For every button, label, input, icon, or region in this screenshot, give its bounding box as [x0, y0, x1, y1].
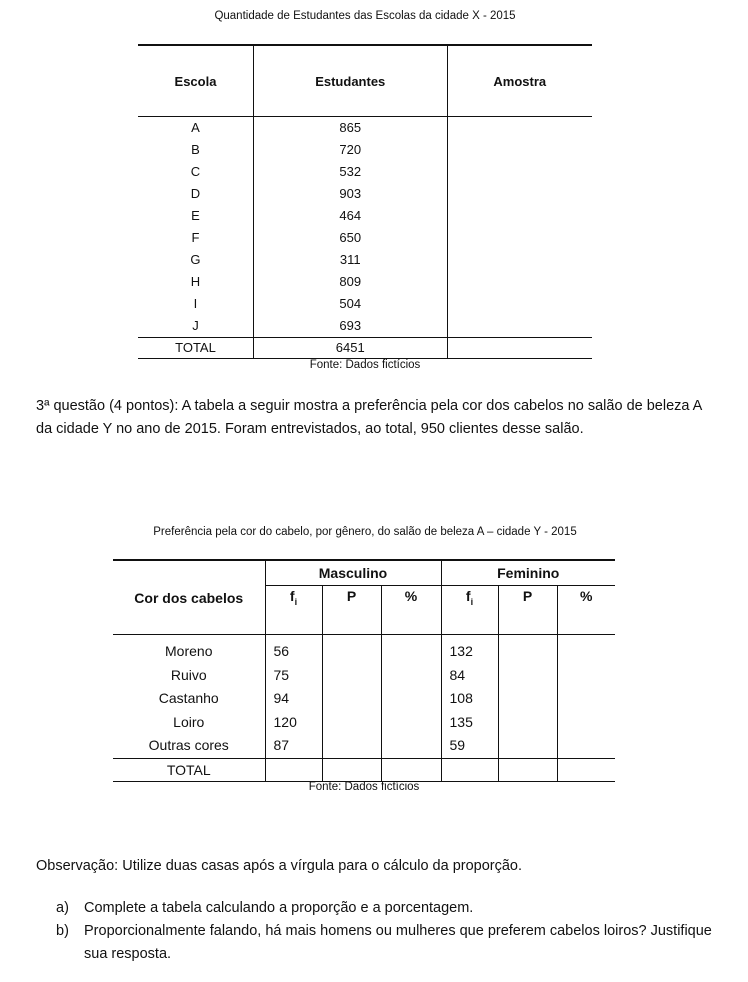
table-row — [138, 271, 592, 293]
header-f-pct: % — [557, 586, 615, 635]
cell-f-p — [498, 635, 557, 664]
total-cell — [381, 758, 441, 781]
cell-hair-color: Loiro — [173, 713, 205, 730]
cell-f-pct — [557, 687, 615, 711]
cell-escola: I — [193, 296, 198, 311]
table-row — [138, 139, 592, 161]
table2-source: Fonte: Dados fictícios — [308, 781, 420, 793]
observation-text: Observação: Utilize duas casas após a vírgula para o cálculo da proporção. — [36, 858, 523, 874]
cell-m-p — [322, 687, 381, 711]
cell-amostra — [447, 139, 592, 161]
cell-amostra — [447, 205, 592, 227]
cell-f-fi: 132 — [441, 635, 498, 664]
cell-f-p — [498, 734, 557, 758]
cell-f-fi: 84 — [441, 664, 498, 688]
item-text: Proporcionalmente falando, há mais homens ou mulheres que preferem cabelos loiros? Justifique sua resposta. — [84, 923, 712, 962]
cell-f-p — [498, 711, 557, 735]
cell-estudantes: 720 — [253, 139, 447, 161]
header-escola: Escola — [138, 45, 253, 117]
cell-escola: F — [191, 230, 200, 245]
table-row — [138, 249, 592, 271]
cell-f-pct — [557, 635, 615, 664]
cell-estudantes: 693 — [253, 315, 447, 338]
cell-amostra — [447, 293, 592, 315]
item-marker: a) — [56, 900, 69, 916]
cell-amostra — [447, 183, 592, 205]
header-cor-dos-cabelos: Cor dos cabelos — [113, 560, 265, 635]
cell-escola: B — [191, 142, 200, 157]
students-table — [138, 44, 592, 359]
header-f-p: P — [498, 586, 557, 635]
total-cell — [322, 758, 381, 781]
total-cell: 6451 — [253, 338, 447, 359]
header-m-pct: % — [381, 586, 441, 635]
cell-escola: D — [190, 186, 201, 201]
cell-amostra — [447, 249, 592, 271]
cell-f-p — [498, 687, 557, 711]
table1-source: Fonte: Dados fictícios — [309, 359, 421, 371]
header-amostra: Amostra — [447, 45, 592, 117]
question-items — [56, 897, 716, 966]
total-cell — [265, 758, 322, 781]
total-cell — [557, 758, 615, 781]
cell-m-p — [322, 635, 381, 664]
table-row — [113, 734, 615, 758]
cell-m-p — [322, 711, 381, 735]
cell-m-p — [322, 734, 381, 758]
cell-m-fi: 94 — [265, 687, 322, 711]
cell-estudantes: 504 — [253, 293, 447, 315]
table-row — [113, 711, 615, 735]
cell-f-p — [498, 664, 557, 688]
header-estudantes: Estudantes — [253, 45, 447, 117]
cell-hair-color: Outras cores — [148, 737, 229, 753]
cell-m-pct — [381, 734, 441, 758]
cell-f-pct — [557, 734, 615, 758]
cell-m-fi: 120 — [265, 711, 322, 735]
table-row — [113, 635, 615, 664]
table-row — [138, 205, 592, 227]
header-feminino: Feminino — [441, 560, 615, 586]
cell-m-fi: 87 — [265, 734, 322, 758]
total-row — [138, 338, 592, 359]
cell-hair-color: Moreno — [165, 643, 213, 659]
cell-hair-color: Ruivo — [170, 666, 207, 683]
table-row — [138, 293, 592, 315]
item-b — [56, 920, 716, 966]
cell-amostra — [447, 271, 592, 293]
cell-estudantes: 532 — [253, 161, 447, 183]
cell-m-fi: 56 — [265, 635, 322, 664]
cell-amostra — [447, 315, 592, 338]
cell-escola: J — [192, 318, 199, 333]
cell-m-pct — [381, 635, 441, 664]
total-cell — [441, 758, 498, 781]
total-row — [113, 758, 615, 781]
header-masculino: Masculino — [265, 560, 441, 586]
table2-title: Preferência pela cor do cabelo, por gênero, do salão de beleza A – cidade Y - 2015 — [153, 526, 577, 538]
header-f-fi: $f_i$ — [441, 586, 498, 635]
question-3-text: 3ª questão (4 pontos): A tabela a seguir mostra a preferência pela cor dos cabelos no salão de beleza A da cidade Y no ano de 2015. Foram entrevistados, ao total, 950 clientes desse salão. — [36, 398, 702, 437]
table-row — [138, 117, 592, 140]
table-row — [113, 687, 615, 711]
cell-m-p — [322, 664, 381, 688]
cell-estudantes: 809 — [253, 271, 447, 293]
table-row — [138, 183, 592, 205]
total-cell — [498, 758, 557, 781]
cell-estudantes: 464 — [253, 205, 447, 227]
cell-m-pct — [381, 664, 441, 688]
cell-amostra — [447, 161, 592, 183]
cell-escola: C — [190, 164, 201, 179]
table-row — [138, 227, 592, 249]
header-m-fi: $f_i$ — [265, 586, 322, 635]
cell-m-pct — [381, 711, 441, 735]
cell-estudantes: 903 — [253, 183, 447, 205]
item-a — [56, 897, 716, 920]
cell-f-pct — [557, 664, 615, 688]
cell-f-fi: 108 — [441, 687, 498, 711]
item-marker: b) — [56, 923, 69, 939]
table1-title: Quantidade de Estudantes das Escolas da cidade X - 2015 — [214, 10, 516, 22]
total-cell: TOTAL — [138, 338, 253, 359]
cell-amostra — [447, 117, 592, 140]
cell-estudantes: 865 — [253, 117, 447, 140]
header-m-p: P — [322, 586, 381, 635]
cell-amostra — [447, 227, 592, 249]
cell-escola: A — [191, 120, 200, 135]
cell-f-fi: 59 — [441, 734, 498, 758]
cell-f-pct — [557, 711, 615, 735]
cell-hair-color: Castanho — [158, 690, 219, 706]
cell-estudantes: 650 — [253, 227, 447, 249]
cell-escola: G — [190, 252, 201, 267]
table-row — [113, 664, 615, 688]
table-row — [138, 161, 592, 183]
item-text: Complete a tabela calculando a proporção e a porcentagem. — [84, 900, 474, 916]
total-label: TOTAL — [113, 758, 265, 781]
hair-color-table — [113, 559, 615, 782]
cell-f-fi: 135 — [441, 711, 498, 735]
total-cell — [447, 338, 592, 359]
cell-estudantes: 311 — [253, 249, 447, 271]
table-row — [138, 315, 592, 338]
cell-m-fi: 75 — [265, 664, 322, 688]
cell-m-pct — [381, 687, 441, 711]
cell-escola: H — [190, 274, 201, 289]
cell-escola: E — [191, 208, 200, 223]
